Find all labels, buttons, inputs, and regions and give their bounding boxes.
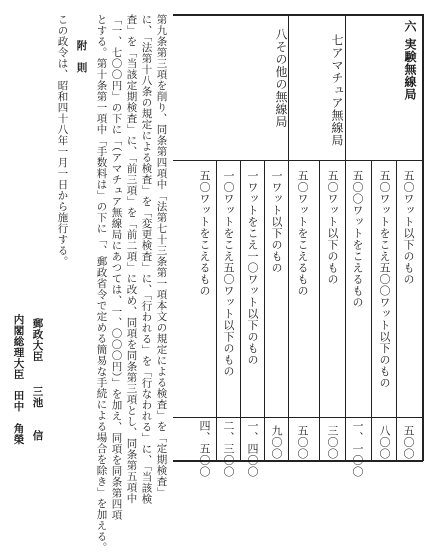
- table-section-divider-2: [288, 14, 289, 461]
- table-header-divider: [173, 160, 423, 161]
- signatory-name: 三池 信: [31, 386, 44, 441]
- fee-cell: 二、三〇〇: [222, 420, 235, 478]
- signatory-name: 田中 角榮: [12, 390, 25, 445]
- table-section-divider-1: [345, 14, 346, 461]
- paragraph-line: 第十条第一項中「手数料は」の下に「、郵政省令で定める簡易な手続による場合を除き」を加える。: [95, 58, 108, 553]
- condition-cell: 五〇ワット以下のもの: [326, 170, 339, 285]
- table-fee-divider: [173, 417, 423, 418]
- condition-cell: 五〇ワットをこえるもの: [296, 170, 309, 297]
- fee-cell: 四、五〇〇: [198, 420, 211, 478]
- condition-cell: 五〇〇ワットをこえるもの: [351, 170, 364, 308]
- paragraph-line: 査」を「当該定期検査」に、「前三項」を「前二項」に改め、同項を同条第三項とし、同条第五項中: [125, 14, 138, 504]
- fee-cell: 五〇〇: [296, 425, 309, 460]
- signatory-title: 内閣総理大臣: [12, 314, 25, 380]
- condition-cell: 一ワットをこえ一〇ワット以下のもの: [246, 170, 259, 366]
- condition-cell: 五〇ワットをこえるもの: [198, 170, 211, 297]
- table-row-divider: [371, 160, 372, 461]
- table-row-divider: [396, 160, 397, 461]
- condition-cell: 一〇ワットをこえ五〇ワット以下のもの: [222, 170, 235, 377]
- fee-cell: 三〇〇: [326, 425, 339, 460]
- supplementary-heading: 附 則: [75, 40, 88, 73]
- table-row-divider: [319, 160, 320, 461]
- category-other: 八その他の無線局: [274, 28, 288, 128]
- fee-cell: 一、一〇〇: [351, 420, 364, 478]
- fee-cell: 九〇〇: [270, 425, 283, 460]
- category-amateur: 七アマチュア無線局: [330, 34, 344, 147]
- paragraph-line: に、「法第十八条の規定による検査」を「変更検査」に、「行われる」を「行なわれる」に、「当該検: [140, 14, 153, 505]
- paragraph-line: 「一、七〇〇円」の下に「（アマチュア無線局にあつては、一、〇〇〇円）」を加え、同項を同条第四項: [110, 14, 123, 521]
- table-row-divider: [216, 160, 217, 461]
- condition-cell: 一ワット以下のもの: [270, 170, 283, 274]
- supplementary-provision: この政令は、昭和四十八年一月一日から施行する。: [56, 14, 69, 267]
- paragraph-line: とする。: [95, 14, 108, 58]
- table-top-border: [173, 14, 423, 16]
- fee-cell: 一、四〇〇: [246, 420, 259, 478]
- table-row-divider: [240, 160, 241, 461]
- condition-cell: 五〇ワットをこえ五〇〇ワット以下のもの: [378, 170, 391, 389]
- condition-cell: 五〇ワット以下のもの: [402, 170, 415, 285]
- fee-cell: 八〇〇: [378, 425, 391, 460]
- fee-cell: 五〇〇: [402, 425, 415, 460]
- category-experimental: 実験無線局: [403, 38, 417, 101]
- paragraph-line: 第九条第三項を削り、同条第四項中「法第七十三条第一項本文の規定による検査」を「定期検査」: [155, 14, 168, 498]
- section-number: 六: [403, 20, 417, 33]
- table-row-divider: [264, 160, 265, 461]
- signatory-title: 郵政大臣: [31, 318, 44, 362]
- table-right-border: [422, 14, 424, 461]
